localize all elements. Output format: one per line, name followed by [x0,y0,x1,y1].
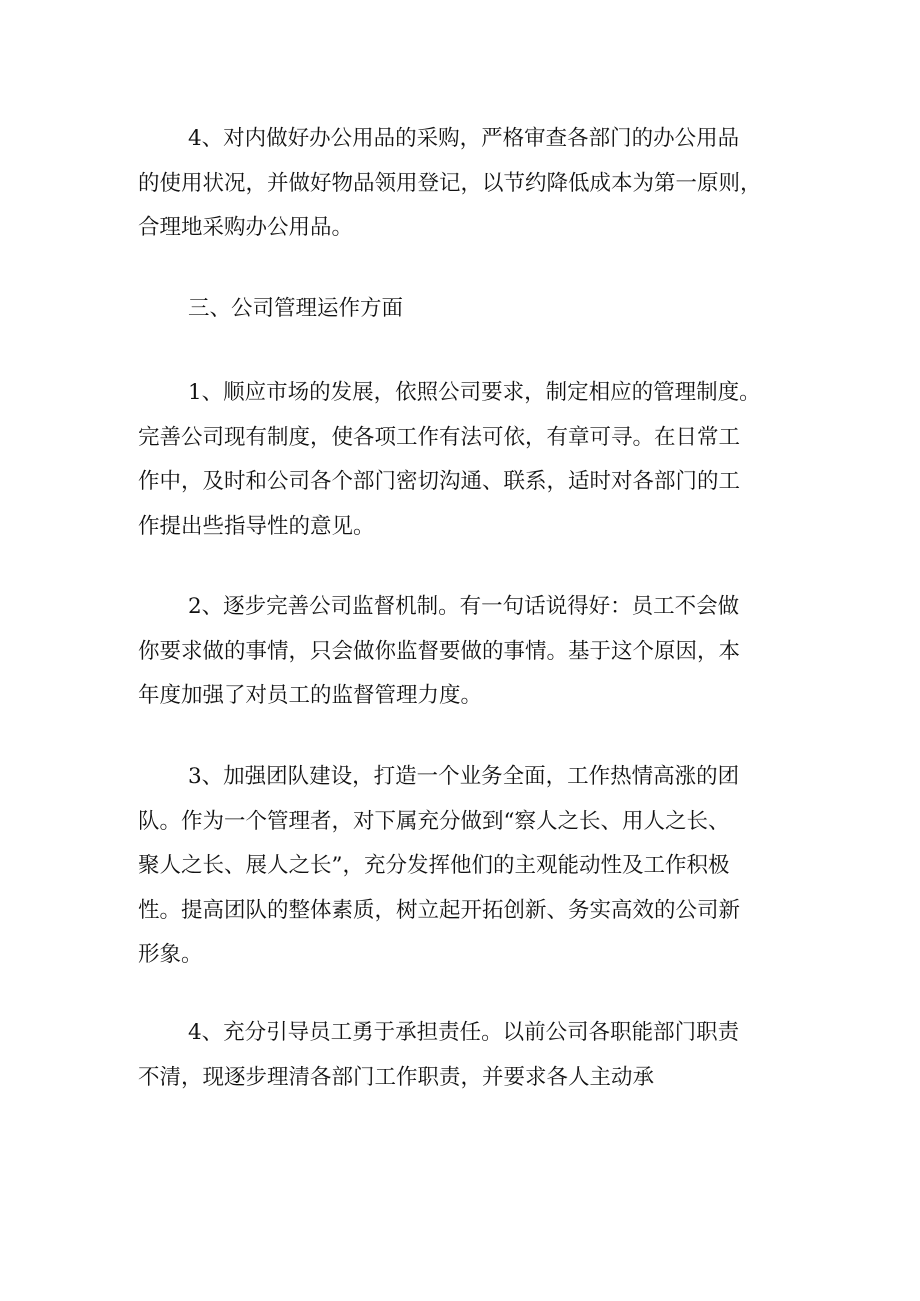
text-line: 作中，及时和公司各个部门密切沟通、联系，适时对各部门的工 [138,469,741,494]
text-line: 合理地采购办公用品。 [138,215,354,240]
text-line: 完善公司现有制度，使各项工作有法可依，有章可寻。在日常工 [138,424,741,450]
paragraph-office-supplies [138,117,788,251]
paragraph-item-1 [138,371,788,549]
paragraph-item-4-responsibility [138,1011,788,1100]
text-line: 的使用状况，并做好物品领用登记，以节约降低成本为第一原则， [138,170,762,196]
text-line: 2、逐步完善公司监督机制。有一句话说得好：员工不会做 [188,594,740,619]
text-line: 3、加强团队建设，打造一个业务全面，工作热情高涨的团 [188,764,740,789]
text-line: 作提出些指导性的意见。 [138,513,375,539]
text-line: 形象。 [138,942,203,967]
text-line: 不清，现逐步理清各部门工作职责，并要求各人主动承 [138,1064,655,1090]
text-line: 1、顺应市场的发展，依照公司要求，制定相应的管理制度。 [188,380,761,405]
heading-text: 三、公司管理运作方面 [188,296,404,321]
text-line: 性。提高团队的整体素质，树立起开拓创新、务实高效的公司新 [138,897,741,923]
text-line: 你要求做的事情，只会做你监督要做的事情。基于这个原因，本 [138,638,741,664]
text-line: 4、对内做好办公用品的采购，严格审查各部门的办公用品 [188,126,740,151]
text-line: 4、充分引导员工勇于承担责任。以前公司各职能部门职责 [188,1020,740,1045]
text-line: 队。作为一个管理者，对下属充分做到“察人之长、用人之长、 [138,808,730,834]
section-heading [138,287,788,332]
text-line: 年度加强了对员工的监督管理力度。 [138,683,483,708]
text-line: 聚人之长、展人之长”，充分发挥他们的主观能动性及工作积极 [138,853,730,878]
paragraph-item-3 [138,755,788,978]
paragraph-item-2 [138,585,788,719]
